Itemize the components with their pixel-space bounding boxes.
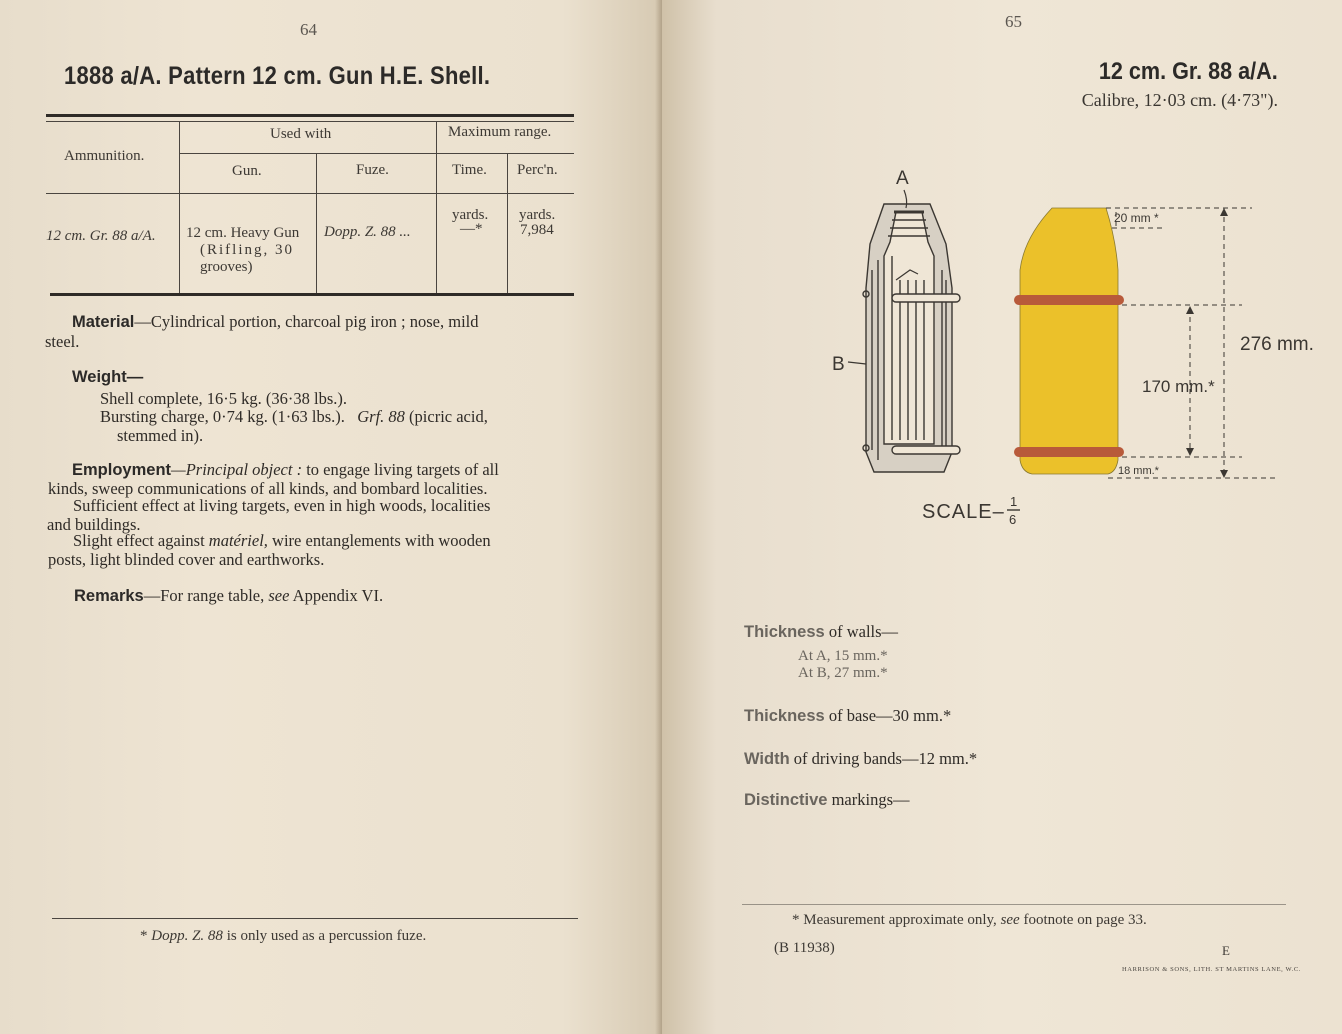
markings-text: markings— (831, 790, 910, 809)
table-col-divider (316, 153, 317, 293)
signature-mark: E (1222, 943, 1230, 958)
driving-band-bottom (1014, 447, 1124, 457)
dim-body: 170 mm.* (1142, 377, 1215, 396)
weight-line2 (100, 408, 488, 425)
footnote-italic: Dopp. Z. 88 (151, 928, 223, 944)
base-heading: Thickness (744, 707, 825, 725)
dim-nose: 20 mm * (1114, 211, 1159, 225)
cell-gun-line2: (Rifling, 30 (200, 242, 294, 258)
footnote-see: see (1000, 912, 1020, 928)
cell-gun-line3: grooves) (200, 259, 253, 275)
markings-heading: Distinctive (744, 791, 828, 809)
cell-percn-unit: yards. (519, 207, 556, 223)
walls-at-b: At B, 27 mm.* (798, 665, 888, 681)
employment-line6: posts, light blinded cover and earthworks. (48, 550, 325, 569)
page-subtitle: Calibre, 12·03 cm. (4·73"). (1081, 90, 1278, 110)
table-mid-rule (180, 153, 574, 154)
weight-line2-italic: Grf. 88 (357, 407, 405, 426)
employment-italic: —Principal object : (171, 460, 303, 479)
cell-ammunition: 12 cm. Gr. 88 a/A. (46, 228, 156, 244)
material-heading: Material (72, 313, 135, 331)
walls-at-a: At A, 15 mm.* (798, 648, 888, 664)
employment-line5 (73, 532, 491, 549)
table-col-divider (436, 121, 437, 293)
table-bottom-rule (50, 293, 574, 296)
base-text: of base—30 mm.* (828, 706, 952, 725)
footnote-text: is only used as a percussion fuze. (226, 928, 427, 944)
cell-time-value: —* (460, 221, 483, 237)
material-line2: steel. (45, 332, 80, 351)
footnote-rule (52, 918, 578, 919)
left-page (0, 0, 662, 1034)
table-col-divider (507, 153, 508, 293)
right-page (662, 0, 1342, 1034)
footnote-text-b: footnote on page 33. (1023, 912, 1147, 928)
walls-text: of walls— (828, 622, 899, 641)
scale-numerator: 1 (1010, 494, 1018, 509)
remarks-see: see (268, 586, 290, 605)
base-line (744, 707, 951, 725)
print-code: (B 11938) (774, 940, 835, 956)
weight-heading: Weight— (72, 368, 144, 386)
remarks-line (74, 587, 383, 605)
cell-time-unit: yards. (452, 207, 489, 223)
footnote-text-a: * Measurement approximate only, (792, 912, 997, 928)
shell-section-drawing (848, 190, 960, 472)
footnote (140, 928, 426, 945)
weight-line3: stemmed in). (117, 426, 204, 445)
cell-percn-value: 7,984 (520, 222, 554, 238)
header-maximum-range: Maximum range. (448, 124, 552, 140)
header-gun: Gun. (232, 163, 262, 179)
page-number: 64 (300, 20, 317, 39)
employment-heading: Employment (72, 461, 172, 479)
header-used-with: Used with (270, 126, 332, 142)
remarks-heading: Remarks (74, 587, 144, 605)
page-title: 12 cm. Gr. 88 a/A. (1099, 58, 1278, 85)
footnote-star: * (140, 928, 148, 944)
driving-band-top (1014, 295, 1124, 305)
remarks-appendix: Appendix VI. (292, 586, 384, 605)
shell-body (1020, 208, 1118, 474)
table-header-rule (46, 193, 574, 194)
bands-text: of driving bands—12 mm.* (793, 749, 978, 768)
header-time: Time. (452, 162, 487, 178)
cell-fuze: Dopp. Z. 88 ... (324, 224, 411, 240)
employment-line2: kinds, sweep communications of all kinds, and bombard localities. (48, 479, 488, 498)
table-col-divider (179, 121, 180, 293)
header-ammunition: Ammunition. (64, 148, 145, 164)
employment-line4: and buildings. (47, 515, 141, 534)
printer-imprint: HARRISON & SONS, LITH. ST MARTINS LANE, W.C. (1122, 966, 1302, 973)
employment-text: to engage living targets of all (306, 460, 499, 479)
label-a: A (896, 168, 909, 189)
bands-line (744, 750, 977, 768)
bands-heading: Width (744, 750, 790, 768)
walls-line (744, 623, 898, 641)
material-line1 (72, 313, 479, 331)
employment-line5-text: Slight effect against (73, 531, 205, 550)
markings-line (744, 791, 910, 809)
header-percn: Perc'n. (517, 162, 558, 178)
scale-denominator: 6 (1009, 512, 1017, 527)
weight-line2-text: Bursting charge, 0·74 kg. (1·63 lbs.). (100, 407, 345, 426)
header-fuze: Fuze. (356, 162, 389, 178)
cell-gun-line1: 12 cm. Heavy Gun (186, 225, 300, 241)
weight-line2-rest: (picric acid, (409, 407, 488, 426)
shell-diagram (822, 160, 1322, 540)
remarks-text: —For range table, (143, 586, 265, 605)
employment-line5-italic: matériel, (208, 531, 268, 550)
footnote-rule (742, 904, 1286, 905)
dim-total: 276 mm. (1240, 334, 1314, 355)
employment-line5-rest: wire entanglements with wooden (272, 531, 491, 550)
table-top-rule-thin (46, 121, 574, 122)
walls-heading: Thickness (744, 623, 825, 641)
scale-label: SCALE– (922, 501, 1005, 523)
employment-line1 (72, 461, 499, 479)
dimension-arrows (1186, 208, 1228, 478)
page-title: 1888 a/A. Pattern 12 cm. Gun H.E. Shell. (64, 62, 491, 90)
weight-line1: Shell complete, 16·5 kg. (36·38 lbs.). (100, 389, 348, 408)
label-b: B (832, 354, 845, 375)
employment-line3: Sufficient effect at living targets, even in high woods, localities (73, 496, 491, 515)
footnote (792, 912, 1147, 929)
table-top-rule (46, 114, 574, 117)
page-number: 65 (1005, 12, 1022, 31)
dim-base: 18 mm.* (1118, 465, 1159, 477)
material-text: —Cylindrical portion, charcoal pig iron ; nose, mild (134, 312, 479, 331)
